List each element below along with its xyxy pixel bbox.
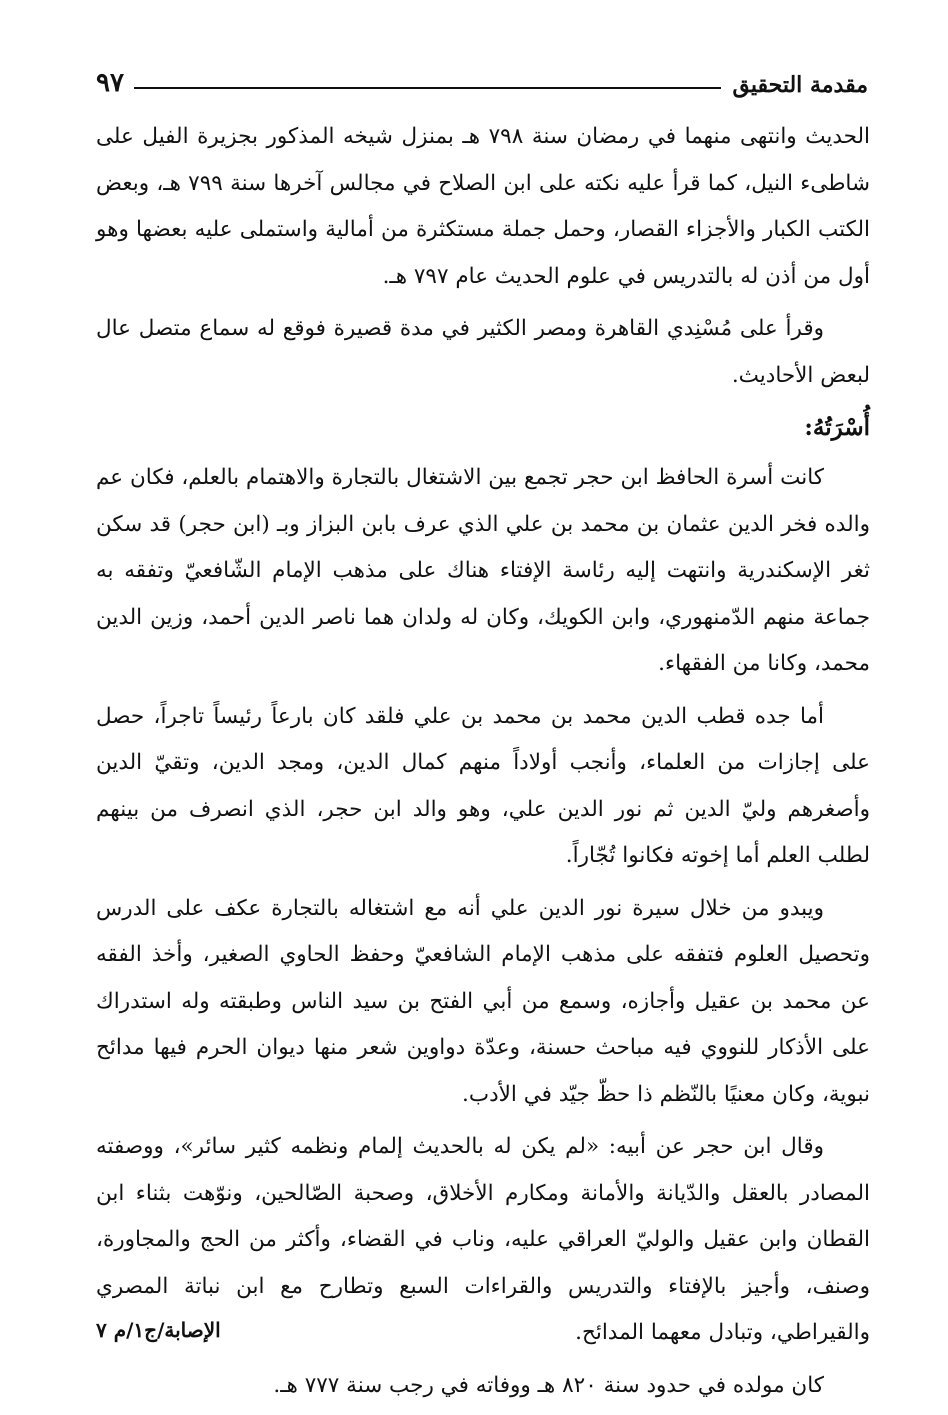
running-header [96,58,868,98]
running-title: مقدمة التحقيق [732,72,868,98]
paragraph: أما جده قطب الدين محمد بن محمد بن علي فلقد كان بارعاً رئيساً تاجراً، حصل على إجازات من العلماء، وأنجب أولاداً منهم كمال الدين، ومجد الدين، وتقيّ الدين وأصغرهم وليّ الدين ثم نور الدين علي، وهو والد ابن حجر، الذي انصرف من بينهم لطلب العلم أما إخوته فكانوا تُجّاراً. [96,703,870,868]
paragraph: وقال ابن حجر عن أبيه: «لم يكن له بالحديث إلمام ونظمه كثير سائر»، ووصفته المصادر بالعقل والدّيانة والأمانة ومكارم الأخلاق، وصحبة الصّالحين، ونوّهت بثناء ابن القطان وابن عقيل والوليّ العراقي عليه، وناب في القضاء، وأكثر من الحج والمجاورة، وصنف، وأجيز بالإفتاء والتدريس والقراءات السبع وتطارح مع ابن نباتة المصري والقيراطي، وتبادل معهما المدائح. [96,1134,870,1345]
signature-mark: الإصابة/ج١/م ٧ [96,1318,221,1342]
header-rule [134,87,721,89]
paragraph: وقرأ على مُسْنِدي القاهرة ومصر الكثير في مدة قصيرة فوقع له سماع متصل عال لبعض الأحاديث. [96,316,870,388]
page-body [96,114,870,1415]
paragraph-continued: الحديث وانتهى منهما في رمضان سنة ٧٩٨ هـ بمنزل شيخه المذكور بجزيرة الفيل على شاطىء النيل، كما قرأ عليه نكته على ابن الصلاح في مجالس آخرها سنة ٧٩٩ هـ، وبعض الكتب الكبار والأجزاء القصار، وحمل جملة مستكثرة من أمالية واستملى عليه بعضها وهو أول من أذن له بالتدريس في علوم الحديث عام ٧٩٧ هـ. [96,124,871,289]
paragraph: كانت أسرة الحافظ ابن حجر تجمع بين الاشتغال بالتجارة والاهتمام بالعلم، فكان عم والده فخر الدين عثمان بن محمد بن علي الذي عرف بابن البزاز وبـ (ابن حجر) قد سكن ثغر الإسكندرية وانتهت إليه رئاسة الإفتاء هناك على مذهب الإمام الشّافعيّ وتفقه به جماعة منهم الدّمنهوري، وابن الكويك، وكان له ولدان هما ناصر الدين أحمد، وزين الدين محمد، وكانا من الفقهاء. [96,465,870,676]
section-heading: أُسْرَتُهُ: [804,414,870,441]
paragraph: ويبدو من خلال سيرة نور الدين علي أنه مع اشتغاله بالتجارة عكف على الدرس وتحصيل العلوم فتفقه على مذهب الإمام الشافعيّ وحفظ الحاوي الصغير، وأخذ الفقه عن محمد بن عقيل وأجازه، وسمع من أبي الفتح بن سيد الناس وطبقته وله استدراك على الأذكار للنووي فيه مباحث حسنة، وعدّة دواوين شعر منها ديوان الحرم فيها مدائح نبوية، وكان معنيًا بالنّظم ذا حظّ جيّد في الأدب. [96,895,870,1107]
printer-signature [96,1318,870,1342]
page-number: ٩٧ [96,68,124,98]
paragraph: كان مولده في حدود سنة ٨٢٠ هـ ووفاته في رجب سنة ٧٧٧ هـ. [273,1372,824,1398]
